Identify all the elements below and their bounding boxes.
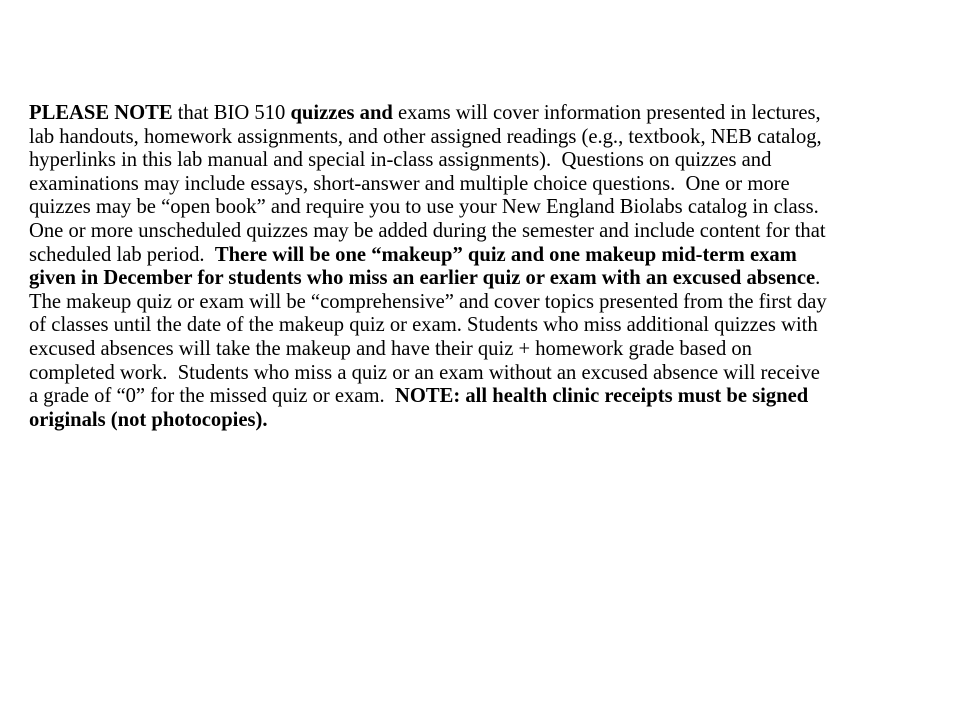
text-segment: scheduled lab period. xyxy=(29,243,215,266)
bold-text-segment: given in December for students who miss an earlier quiz or exam with an excused absence xyxy=(29,267,816,290)
text-segment: excused absences will take the makeup and have their quiz + homework grade based on xyxy=(29,337,752,360)
text-segment: that BIO 510 xyxy=(172,102,291,124)
bold-text-segment: quizzes and xyxy=(290,102,393,124)
text-line xyxy=(29,244,944,268)
text-line xyxy=(29,409,944,433)
text-line xyxy=(29,267,944,291)
text-segment: quizzes may be “open book” and require you to use your New England Biolabs catalog in class. xyxy=(29,196,819,219)
text-line xyxy=(29,102,944,126)
bold-text-segment: NOTE: all health clinic receipts must be signed xyxy=(394,385,809,408)
text-segment: One or more unscheduled quizzes may be added during the semester and include content for that xyxy=(29,219,826,242)
text-line xyxy=(29,126,944,150)
text-segment: The makeup quiz or exam will be “comprehensive” and cover topics presented from the first day xyxy=(29,290,827,313)
text-segment: of classes until the date of the makeup quiz or exam. Students who miss additional quizzes with xyxy=(29,314,818,337)
bold-text-segment: There will be one “makeup” quiz and one makeup mid-term exam xyxy=(214,243,797,266)
text-segment: exams will cover information presented in lectures, xyxy=(392,102,821,124)
bold-text-segment: originals (not photocopies). xyxy=(29,408,268,431)
text-line xyxy=(29,149,944,173)
text-line xyxy=(29,173,944,197)
text-segment: hyperlinks in this lab manual and special in-class assignments). Questions on quizzes and xyxy=(29,149,772,172)
text-line xyxy=(29,338,944,362)
text-segment: a grade of “0” for the missed quiz or exam. xyxy=(29,385,395,408)
text-line xyxy=(29,291,944,315)
text-segment: . xyxy=(815,267,821,290)
text-line xyxy=(29,362,944,386)
bold-text-segment: PLEASE NOTE xyxy=(29,102,173,124)
text-line xyxy=(29,220,944,244)
text-line xyxy=(29,196,944,220)
text-line xyxy=(29,385,944,409)
policy-note-paragraph xyxy=(29,102,944,432)
text-line xyxy=(29,314,944,338)
text-segment: completed work. Students who miss a quiz or an exam without an excused absence will receive xyxy=(29,361,820,384)
text-segment: examinations may include essays, short-answer and multiple choice questions. One or more xyxy=(29,172,790,195)
text-segment: lab handouts, homework assignments, and other assigned readings (e.g., textbook, NEB catalog, xyxy=(29,125,822,148)
